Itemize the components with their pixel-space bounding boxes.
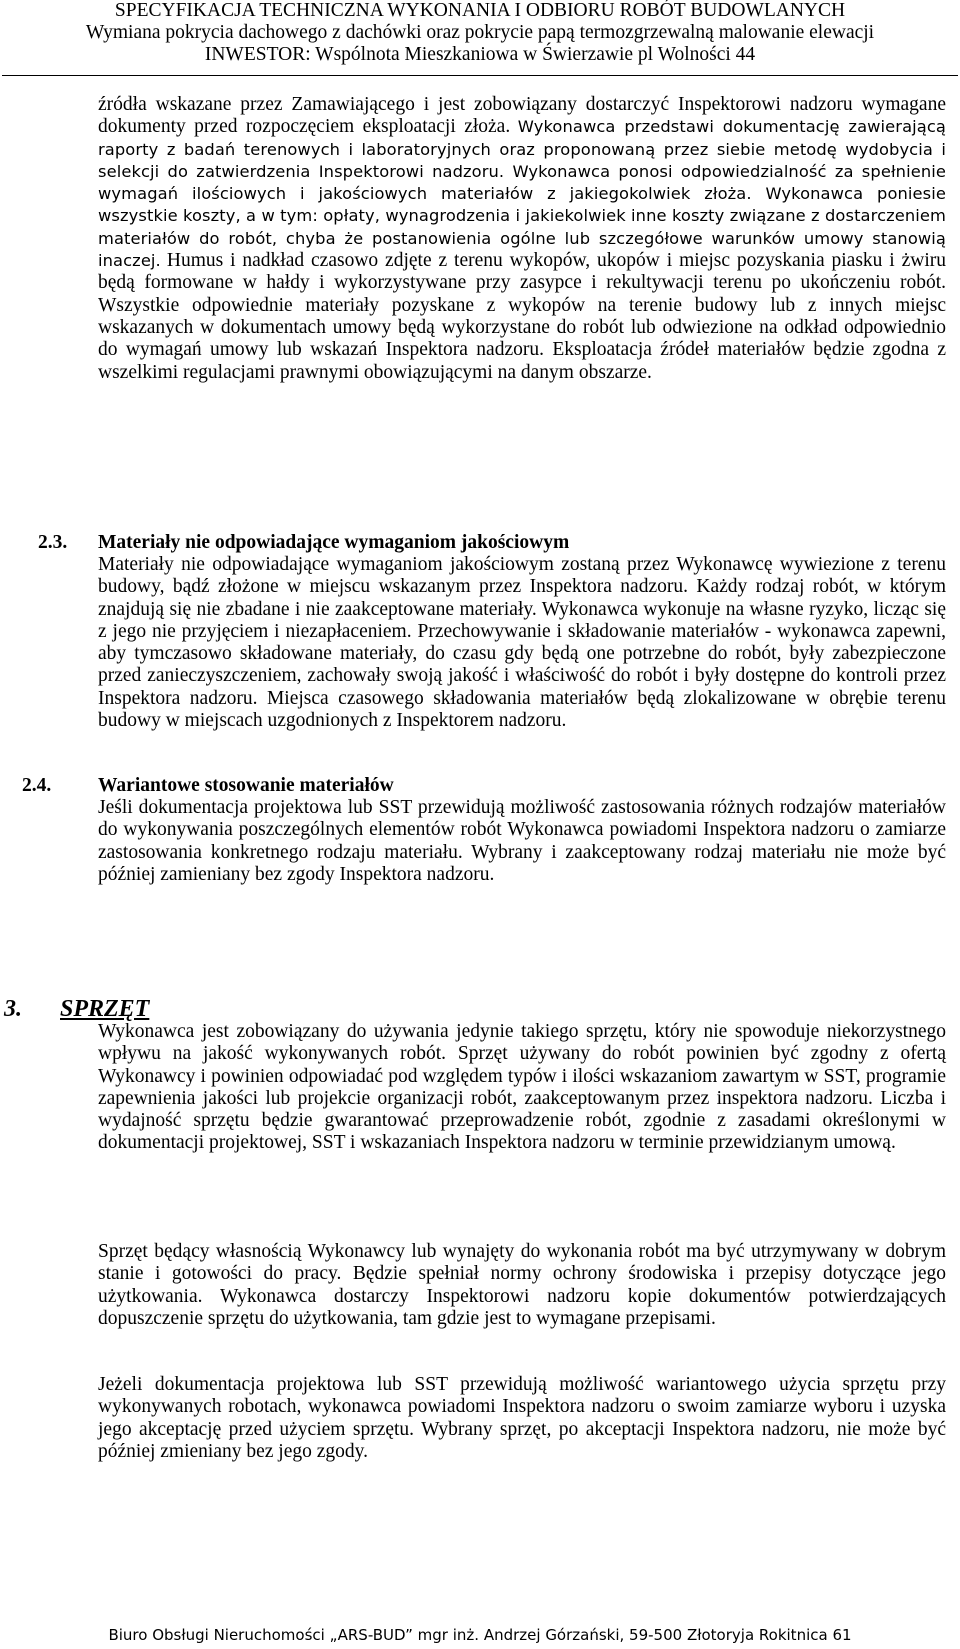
- header-investor: INWESTOR: Wspólnota Mieszkaniowa w Świerzawie pl Wolności 44: [204, 44, 756, 65]
- section-3-paragraph-1: Wykonawca jest zobowiązany do używania jedynie takiego sprzętu, który nie spowoduje niekorzystnego wpływu na jakość wykonywanych robót. Sprzęt używany do robót powinien być zgodny z ofertą Wykonawcy i powinien odpowiadać pod względem typów i ilości wskazaniom zawartym w SST, programie zapewnienia jakości lub projekcie organizacji robót, zaakceptowanym przez inspektora nadzoru. Liczba i wydajność sprzętu będzie gwarantować przeprowadzenie robót, zgodnie z zasadami określonymi w dokumentacji projektowej, SST i wskazaniach Inspektora nadzoru w terminie przewidzianym umową.: [98, 1021, 946, 1154]
- intro-paragraph: [98, 94, 946, 384]
- header-title: SPECYFIKACJA TECHNICZNA WYKONANIA I ODBIORU ROBÓT BUDOWLANYCH: [114, 0, 846, 21]
- section-2-4-text: Jeśli dokumentacja projektowa lub SST przewidują możliwość zastosowania różnych rodzajów materiałów do wykonywania poszczególnych elementów robót Wykonawca powiadomi Inspektora nadzoru o zamiarze zastosowania konkretnego rodzaju materiału. Wybrany i zaakceptowany rodzaj materiału nie może być później zamieniany bez zgody Inspektora nadzoru.: [98, 797, 946, 885]
- header-subject: Wymiana pokrycia dachowego z dachówki oraz pokrycie papą termozgrzewalną malowanie elewacji: [85, 22, 875, 43]
- page-footer: Biuro Obsługi Nieruchomości „ARS-BUD” mgr inż. Andrzej Górzański, 59-500 Złotoryja Rokitnica 61: [108, 1626, 852, 1644]
- section-3-paragraph-2: Sprzęt będący własnością Wykonawcy lub wynajęty do wykonania robót ma być utrzymywany w dobrym stanie i gotowości do pracy. Będzie spełniał normy ochrony środowiska i przepisy dotyczące jego użytkowania. Wykonawca dostarczy Inspektorowi nadzoru kopie dokumentów potwierdzających dopuszczenie sprzętu do użytkowania, tam gdzie jest to wymagane przepisami.: [98, 1241, 946, 1329]
- section-2-4-title: Wariantowe stosowanie materiałów: [98, 775, 394, 796]
- section-2-4-number: 2.4.: [22, 775, 52, 796]
- page-header: [0, 0, 960, 66]
- intro-text-serif-2: Humus i nadkład czasowo zdjęte z terenu wykopów, ukopów i miejsc pozyskania piasku i żwiru będą formowane w hałdy i wykorzystywane przy zasypce i rekultywacji terenu po ukończeniu robót. Wszystkie odpowiednie materiały pozyskane z wykopów na terenie budowy lub z innych miejsc wskazanych w dokumentach umowy będą wykorzystane do robót lub odwiezione na odkład odpowiednio do wymagań umowy lub wskazań Inspektora nadzoru. Eksploatacja źródeł materiałów będzie zgodna z wszelkimi regulacjami prawnymi obowiązującymi na danym obszarze.: [98, 250, 946, 383]
- intro-text-serif: źródła wskazane przez Zamawiającego i jest zobowiązany dostarczyć Inspektorowi nadzoru wymagane dokumenty przed rozpoczęciem eksploatacji złoża.: [98, 94, 946, 138]
- section-3-title: SPRZĘT: [60, 996, 150, 1022]
- header-divider: [2, 75, 958, 76]
- section-3-paragraph-3: Jeżeli dokumentacja projektowa lub SST przewidują możliwość wariantowego użycia sprzętu przy wykonywanych robotach, wykonawca powiadomi Inspektora nadzoru o swoim zamiarze wyboru i uzyska jego akceptację przed użyciem sprzętu. Wybrany sprzęt, po akceptacji Inspektora nadzoru, nie może być później zmieniany bez jego zgody.: [98, 1374, 946, 1462]
- section-2-3-number: 2.3.: [38, 532, 68, 553]
- section-2-3-title: Materiały nie odpowiadające wymaganiom jakościowym: [98, 532, 570, 553]
- section-2-3-text: Materiały nie odpowiadające wymaganiom jakościowym zostaną przez Wykonawcę wywiezione z terenu budowy, bądź złożone w miejscu wskazanym przez Inspektora nadzoru. Każdy rodzaj robót, w którym znajdują się nie zbadane i nie zaakceptowane materiały. Wykonawca wykonuje na własne ryzyko, licząc się z jego nie przyjęciem i niezapłaceniem. Przechowywanie i składowanie materiałów - wykonawca zapewni, aby tymczasowo składowane materiały, do czasu gdy będą one potrzebne do robót, były zabezpieczone przed zanieczyszczeniem, zachowały swoją jakość i właściwość do robót i były dostępne do kontroli przez Inspektora nadzoru. Miejsca czasowego składowania materiałów będą zlokalizowane w obrębie terenu budowy w miejscach uzgodnionych z Inspektorem nadzoru.: [98, 554, 946, 732]
- intro-text-sans: Wykonawca przedstawi dokumentację zawierającą raporty z badań terenowych i laboratoryjnych oraz proponowaną przez siebie metodę wydobycia i selekcji do zatwierdzenia Inspektorowi nadzoru. Wykonawca ponosi odpowiedzialność za spełnienie wymagań ilościowych i jakościowych materiałów z jakiegokolwiek złoża. Wykonawca poniesie wszystkie koszty, a w tym: opłaty, wynagrodzenia i jakiekolwiek inne koszty związane z dostarczeniem materiałów do robót, chyba że postanowienia ogólne lub szczegółowe warunków umowy stanowią inaczej.: [98, 117, 946, 271]
- section-3-number: 3.: [4, 996, 22, 1022]
